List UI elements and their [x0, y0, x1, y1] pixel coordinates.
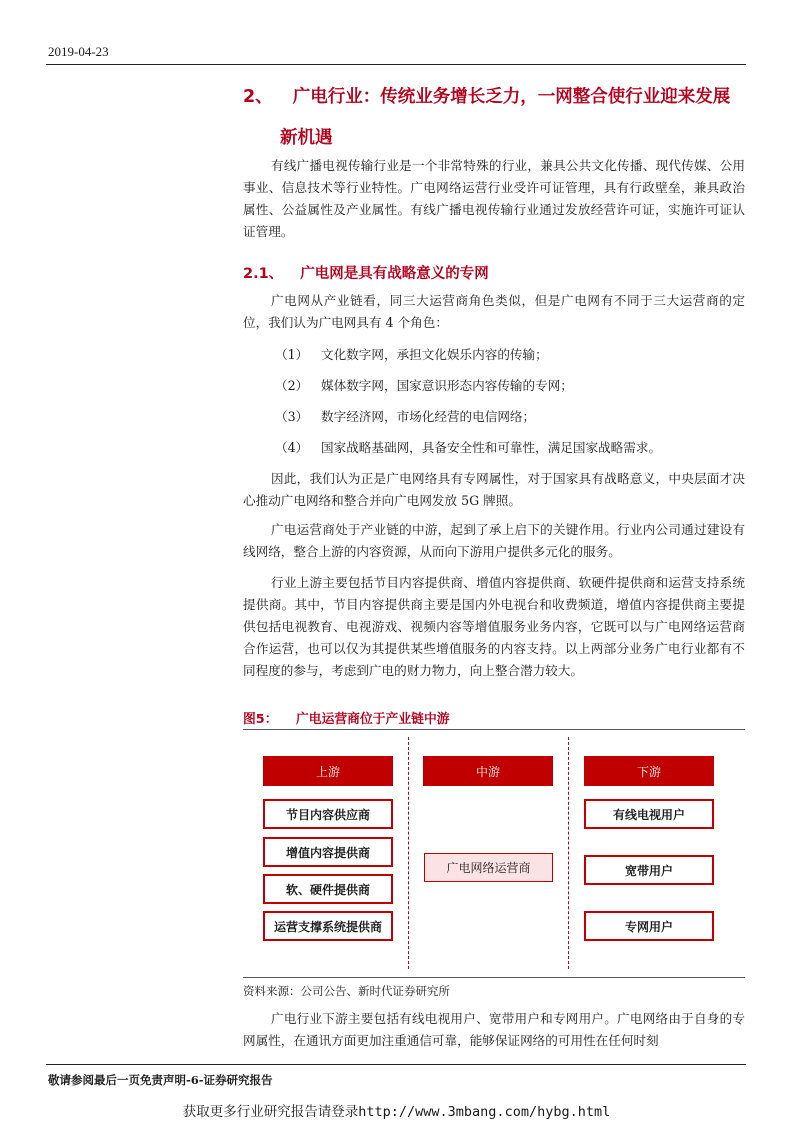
list-item [275, 375, 573, 397]
paragraph-upstream: 行业上游主要包括节目内容提供商、增值内容提供商、软硬件提供商和运营支持系统提供商。其中，节目内容提供商主要是国内外电视台和收费频道，增值内容提供商主要提供包括电视教育、电视游戏、视频内容等增值服务业务内容，它既可以与广电网络运营商合作运营，也可以仅为其提供某些增值服务的内容支持。以上两部分业务广电行业都有不同程度的参与，考虑到广电的财力物力，向上整合潜力较大。 [243, 575, 745, 678]
list-item [275, 406, 535, 428]
paragraph-downstream: 广电行业下游主要包括有线电视用户、宽带用户和专网用户。广电网络由于自身的专网属性，在通讯方面更加注重通信可靠，能够保证网络的可用性在任何时刻 [243, 1011, 745, 1048]
list-item-text: 数字经济网，市场化经营的电信网络； [321, 409, 536, 424]
figure-label: 图5： [243, 712, 278, 727]
midstream-header: 中游 [423, 756, 553, 786]
subsection-title-text: 广电网是具有战略意义的专网 [300, 266, 489, 282]
upstream-box-hardware-software: 软、硬件提供商 [263, 874, 393, 904]
downstream-header: 下游 [584, 756, 714, 786]
divider-line [408, 737, 409, 969]
report-date: 2019-04-23 [48, 44, 109, 59]
figure-source: 资料来源：公司公告、新时代证券研究所 [243, 984, 450, 998]
upstream-box-operation-support: 运营支撑系统提供商 [263, 911, 393, 941]
section-title [243, 83, 730, 108]
paragraph-midstream: 广电运营商处于产业链的中游，起到了承上启下的关键作用。行业内公司通过建设有线网络，整合上游的内容资源，从而向下游用户提供多元化的服务。 [243, 522, 745, 559]
paragraph-roles: 广电网从产业链看，同三大运营商角色类似，但是广电网有不同于三大运营商的定位，我们认为广电网具有 4 个角色： [243, 293, 745, 330]
list-item [275, 437, 661, 459]
upstream-box-value-added-content: 增值内容提供商 [263, 837, 393, 867]
list-item-text: 国家战略基础网，具备安全性和可靠性，满足国家战略需求。 [321, 440, 662, 455]
list-item-number: （3） [275, 409, 309, 424]
upstream-header: 上游 [263, 756, 393, 786]
header-rule [46, 64, 746, 65]
subsection-number: 2.1、 [243, 266, 284, 282]
midstream-box-operator: 广电网络运营商 [424, 853, 553, 882]
downstream-box-cable-tv: 有线电视用户 [584, 799, 714, 829]
list-item-number: （1） [275, 347, 309, 362]
list-item-text: 文化数字网，承担文化娱乐内容的传输； [321, 347, 548, 362]
list-item-number: （4） [275, 440, 309, 455]
subsection-title [243, 262, 489, 283]
list-item [275, 344, 548, 366]
downstream-box-broadband: 宽带用户 [584, 855, 714, 885]
section-title-line1: 广电行业：传统业务增长乏力，一网整合使行业迎来发展 [292, 87, 731, 107]
list-item-text: 媒体数字网，国家意识形态内容传输的专网； [321, 378, 573, 393]
footer-rule [46, 1064, 746, 1065]
figure-bottom-rule [243, 977, 745, 978]
divider-line [568, 737, 569, 969]
list-item-number: （2） [275, 378, 309, 393]
figure-top-rule [243, 729, 745, 730]
section-number: 2、 [243, 87, 273, 107]
footer-banner-link[interactable]: 获取更多行业研究报告请登录http://www.3mbang.com/hybg.html [182, 1104, 611, 1120]
footer-disclaimer: 敬请参阅最后一页免责声明-6-证券研究报告 [48, 1073, 273, 1087]
paragraph-conclusion: 因此，我们认为正是广电网络具有专网属性，对于国家具有战略意义，中央层面才决心推动广电网络和整合并向广电网发放 5G 牌照。 [243, 471, 745, 508]
figure-title [243, 708, 450, 727]
section-title-line2: 新机遇 [280, 128, 333, 148]
section-intro: 有线广播电视传输行业是一个非常特殊的行业，兼具公共文化传播、现代传媒、公用事业、信息技术等行业特性。广电网络运营行业受许可证管理，具有行政壁垒，兼具政治属性、公益属性及产业属性。有线广播电视传输行业通过发放经营许可证，实施许可证认证管理。 [243, 158, 745, 239]
upstream-box-program-content: 节目内容供应商 [263, 799, 393, 829]
figure-title-text: 广电运营商位于产业链中游 [295, 712, 450, 727]
downstream-box-private-network: 专网用户 [584, 911, 714, 941]
